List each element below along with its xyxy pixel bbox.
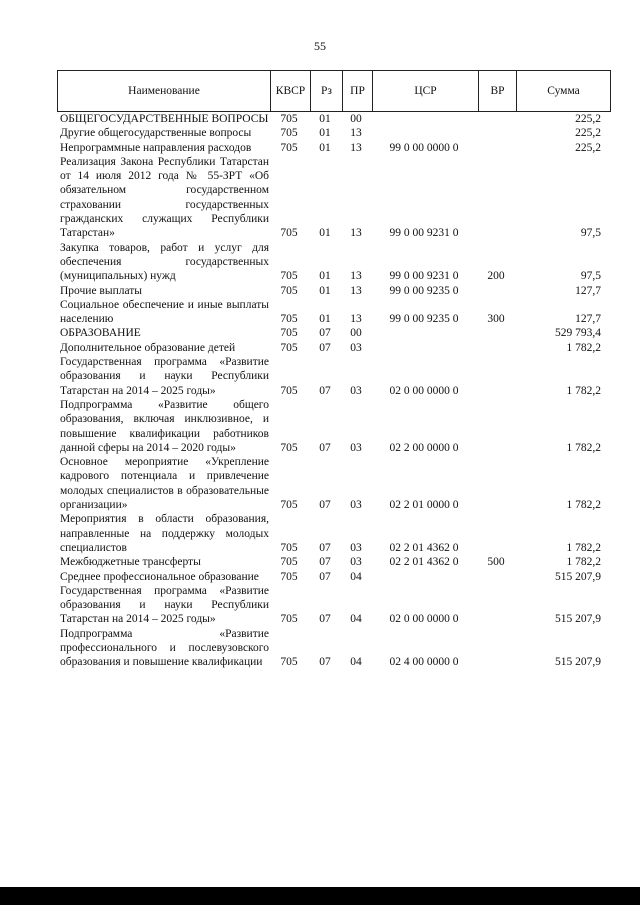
table-header [57, 70, 611, 112]
row-pr: 03 [350, 441, 362, 454]
header-csr: ЦСР [372, 71, 478, 111]
row-pr: 03 [350, 341, 362, 354]
table-row [57, 512, 611, 555]
table-row [57, 627, 611, 670]
row-name: Непрограммные направления расходов [60, 141, 252, 154]
row-kvsr: 705 [280, 141, 298, 154]
row-pr: 13 [350, 141, 362, 154]
row-csr: 02 2 01 4362 0 [389, 556, 459, 569]
row-kvsr: 705 [280, 341, 298, 354]
table-row [57, 326, 611, 340]
row-vr: 500 [487, 556, 505, 569]
page-number: 55 [314, 39, 326, 53]
header-kvsr: КВСР [270, 71, 310, 111]
row-rz: 07 [319, 327, 331, 340]
row-name: Межбюджетные трансферты [60, 556, 201, 569]
table-body [57, 112, 611, 670]
row-name: Государственная программа «Развитие образования и науки Республики Татарстан на 2014 – 2025 годы» [60, 584, 269, 626]
row-sum: 529 793,4 [555, 327, 601, 340]
row-csr: 99 0 00 9235 0 [389, 313, 459, 326]
row-sum: 127,7 [575, 284, 601, 297]
row-sum: 1 782,2 [566, 499, 601, 512]
row-kvsr: 705 [280, 384, 298, 397]
row-sum: 127,7 [575, 313, 601, 326]
row-sum: 225,2 [575, 127, 601, 140]
row-pr: 03 [350, 541, 362, 554]
table-row [57, 241, 611, 284]
row-rz: 07 [319, 613, 331, 626]
row-sum: 515 207,9 [555, 570, 601, 583]
table-row [57, 298, 611, 327]
row-name: Подпрограмма «Развитие профессионального и послевузовского образования и повышение квалификации [60, 627, 269, 669]
row-rz: 07 [319, 499, 331, 512]
row-kvsr: 705 [280, 556, 298, 569]
row-csr: 02 0 00 0000 0 [389, 384, 459, 397]
row-rz: 01 [319, 270, 331, 283]
row-pr: 03 [350, 499, 362, 512]
row-sum: 97,5 [580, 270, 601, 283]
table-row [57, 570, 611, 584]
table-row [57, 141, 611, 155]
row-pr: 00 [350, 113, 362, 125]
row-name: Социальное обеспечение и иные выплаты населению [60, 298, 269, 326]
row-name: Основное мероприятие «Укрепление кадрового потенциала и привлечение молодых специалистов в образовательные организации» [60, 456, 269, 512]
row-vr: 300 [487, 313, 505, 326]
row-kvsr: 705 [280, 313, 298, 326]
row-vr: 200 [487, 270, 505, 283]
row-name: Закупка товаров, работ и услуг для обеспечения государственных (муниципальных) нужд [60, 241, 269, 283]
row-kvsr: 705 [280, 499, 298, 512]
row-rz: 07 [319, 556, 331, 569]
row-rz: 07 [319, 384, 331, 397]
row-sum: 97,5 [580, 227, 601, 240]
row-csr: 02 4 00 0000 0 [389, 656, 459, 669]
row-rz: 01 [319, 284, 331, 297]
row-csr: 99 0 00 9235 0 [389, 284, 459, 297]
row-csr: 02 2 00 0000 0 [389, 441, 459, 454]
row-csr: 02 2 01 4362 0 [389, 541, 459, 554]
table-row [57, 126, 611, 140]
row-csr: 99 0 00 9231 0 [389, 227, 459, 240]
row-kvsr: 705 [280, 441, 298, 454]
row-name: Прочие выплаты [60, 284, 143, 297]
row-rz: 07 [319, 570, 331, 583]
table-row [57, 398, 611, 455]
row-kvsr: 705 [280, 227, 298, 240]
table-row [57, 584, 611, 627]
row-kvsr: 705 [280, 327, 298, 340]
row-sum: 515 207,9 [555, 656, 601, 669]
row-pr: 13 [350, 270, 362, 283]
table-row [57, 112, 611, 126]
row-rz: 01 [319, 313, 331, 326]
row-csr: 02 0 00 0000 0 [389, 613, 459, 626]
row-sum: 1 782,2 [566, 341, 601, 354]
row-kvsr: 705 [280, 613, 298, 626]
budget-table [57, 70, 611, 670]
row-rz: 07 [319, 341, 331, 354]
header-vr: ВР [478, 71, 516, 111]
row-pr: 13 [350, 284, 362, 297]
row-sum: 1 782,2 [566, 556, 601, 569]
row-sum: 225,2 [575, 141, 601, 154]
row-rz: 01 [319, 141, 331, 154]
row-name: Среднее профессиональное образование [60, 570, 259, 583]
row-pr: 04 [350, 656, 362, 669]
row-sum: 1 782,2 [566, 384, 601, 397]
row-rz: 01 [319, 227, 331, 240]
row-rz: 07 [319, 656, 331, 669]
header-sum: Сумма [516, 71, 610, 111]
row-csr: 02 2 01 0000 0 [389, 499, 459, 512]
row-sum: 1 782,2 [566, 441, 601, 454]
row-kvsr: 705 [280, 284, 298, 297]
table-row [57, 155, 611, 241]
row-sum: 225,2 [575, 113, 601, 125]
header-rz: Рз [310, 71, 342, 111]
table-row [57, 455, 611, 512]
row-rz: 01 [319, 127, 331, 140]
row-kvsr: 705 [280, 127, 298, 140]
table-row [57, 284, 611, 298]
table-row [57, 555, 611, 569]
row-kvsr: 705 [280, 113, 298, 125]
row-sum: 515 207,9 [555, 613, 601, 626]
row-kvsr: 705 [280, 570, 298, 583]
row-rz: 01 [319, 113, 331, 125]
row-pr: 03 [350, 556, 362, 569]
row-pr: 00 [350, 327, 362, 340]
row-name: Другие общегосударственные вопросы [60, 127, 252, 140]
row-name: Дополнительное образование детей [60, 341, 236, 354]
row-name: ОБРАЗОВАНИЕ [60, 327, 141, 340]
row-kvsr: 705 [280, 656, 298, 669]
row-name: Мероприятия в области образования, направленные на поддержку молодых специалистов [60, 513, 269, 554]
row-name: ОБЩЕГОСУДАРСТВЕННЫЕ ВОПРОСЫ [60, 113, 269, 125]
row-pr: 13 [350, 313, 362, 326]
row-csr: 99 0 00 0000 0 [389, 141, 459, 154]
row-kvsr: 705 [280, 541, 298, 554]
row-sum: 1 782,2 [566, 541, 601, 554]
row-kvsr: 705 [280, 270, 298, 283]
row-pr: 13 [350, 127, 362, 140]
row-rz: 07 [319, 441, 331, 454]
row-csr: 99 0 00 9231 0 [389, 270, 459, 283]
row-pr: 04 [350, 570, 362, 583]
row-pr: 03 [350, 384, 362, 397]
row-name: Реализация Закона Республики Татарстан от 14 июля 2012 года № 55-ЗРТ «Об обязательном государственном страховании государственных гражданских служащих Республики Татарстан» [60, 155, 269, 240]
row-rz: 07 [319, 541, 331, 554]
header-pr: ПР [342, 71, 372, 111]
row-name: Подпрограмма «Развитие общего образования, включая инклюзивное, и повышение квалификации работников данной сферы на 2014 – 2020 годы» [60, 398, 269, 454]
header-name: Наименование [128, 85, 200, 97]
table-row [57, 341, 611, 355]
table-row [57, 355, 611, 398]
scan-bottom-edge [0, 887, 640, 905]
row-pr: 04 [350, 613, 362, 626]
row-pr: 13 [350, 227, 362, 240]
row-name: Государственная программа «Развитие образования и науки Республики Татарстан на 2014 – 2025 годы» [60, 356, 269, 397]
